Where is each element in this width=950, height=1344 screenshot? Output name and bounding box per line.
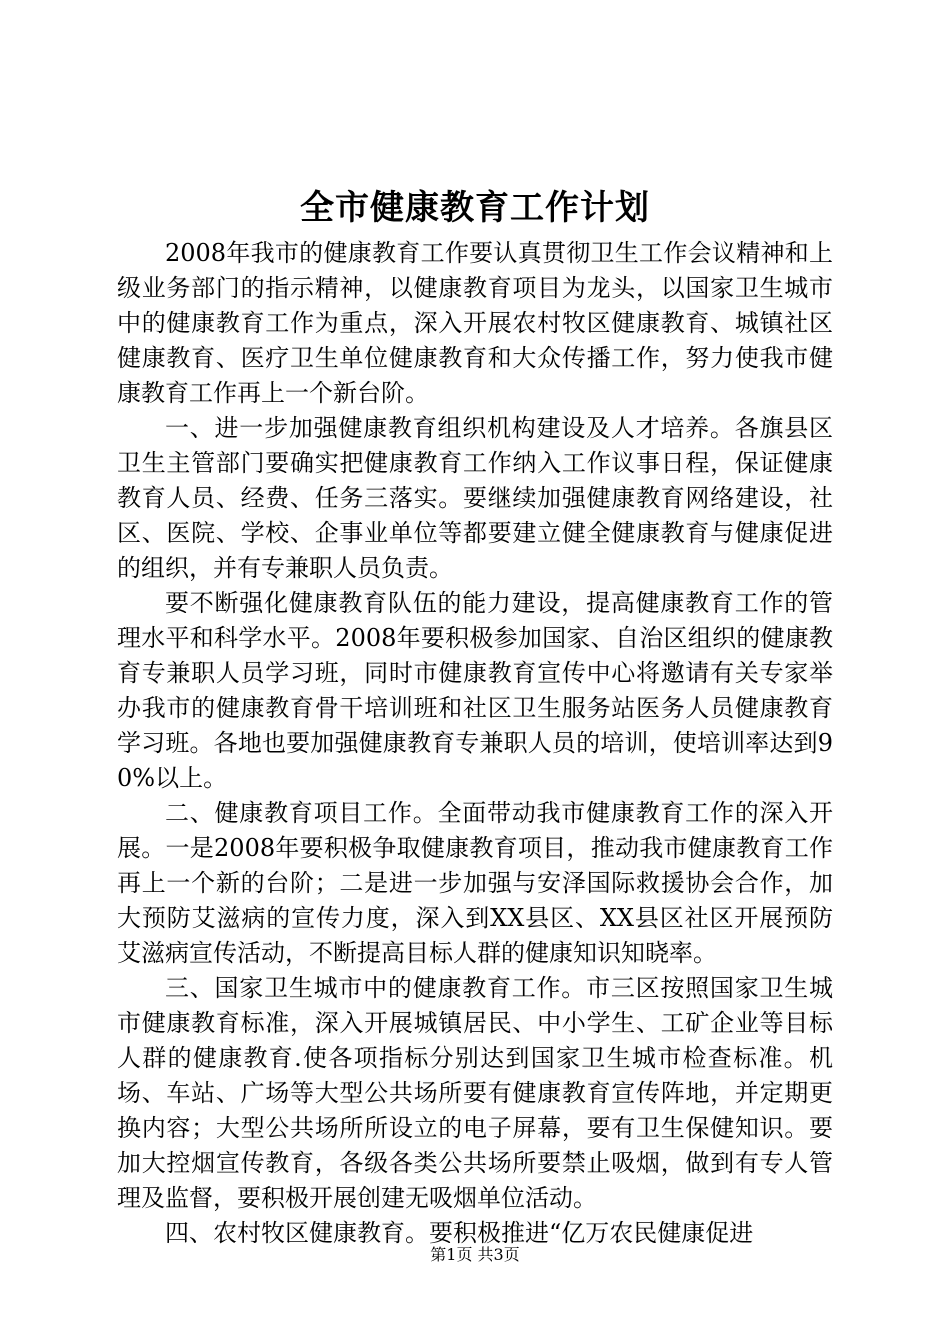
- paragraph-section-4: 四、农村牧区健康教育。要积极推进“亿万农民健康促进: [165, 1219, 754, 1247]
- paragraph-section-1-continued: 要不断强化健康教育队伍的能力建设，提高健康教育工作的管理水平和科学水平。2008年要积极参加国家、自治区组织的健康教育专兼职人员学习班，同时市健康教育宣传中心将邀请有关专家举办我市的健康教育骨干培训班和社区卫生服务站医务人员健康教育学习班。各地也要加强健康教育专兼职人员的培训，使培训率达到90%以上。: [117, 589, 833, 792]
- paragraph-section-2: 二、健康教育项目工作。全面带动我市健康教育工作的深入开展。一是2008年要积极争取健康教育项目，推动我市健康教育工作再上一个新的台阶；二是进一步加强与安泽国际救援协会合作，加大预防艾滋病的宣传力度，深入到XX县区、XX县区社区开展预防艾滋病宣传活动，不断提高目标人群的健康知识知晓率。: [117, 799, 833, 967]
- paragraph-section-1: 一、进一步加强健康教育组织机构建设及人才培养。各旗县区卫生主管部门要确实把健康教育工作纳入工作议事日程，保证健康教育人员、经费、任务三落实。要继续加强健康教育网络建设，社区、医院、学校、企事业单位等都要建立健全健康教育与健康促进的组织，并有专兼职人员负责。: [117, 414, 833, 582]
- document-title: 全市健康教育工作计划: [300, 188, 650, 228]
- paragraph-intro: 2008年我市的健康教育工作要认真贯彻卫生工作会议精神和上级业务部门的指示精神，以健康教育项目为龙头，以国家卫生城市中的健康教育工作为重点，深入开展农村牧区健康教育、城镇社区健康教育、医疗卫生单位健康教育和大众传播工作，努力使我市健康教育工作再上一个新台阶。: [117, 239, 833, 407]
- document-body: [117, 236, 833, 1251]
- paragraph-section-3: 三、国家卫生城市中的健康教育工作。市三区按照国家卫生城市健康教育标准，深入开展城镇居民、中小学生、工矿企业等目标人群的健康教育.使各项指标分别达到国家卫生城市检查标准。机场、车站、广场等大型公共场所要有健康教育宣传阵地，并定期更换内容；大型公共场所所设立的电子屏幕，要有卫生保健知识。要加大控烟宣传教育，各级各类公共场所要禁止吸烟，做到有专人管理及监督，要积极开展创建无吸烟单位活动。: [117, 974, 833, 1212]
- page-footer: 第1页 共3页: [430, 1245, 520, 1264]
